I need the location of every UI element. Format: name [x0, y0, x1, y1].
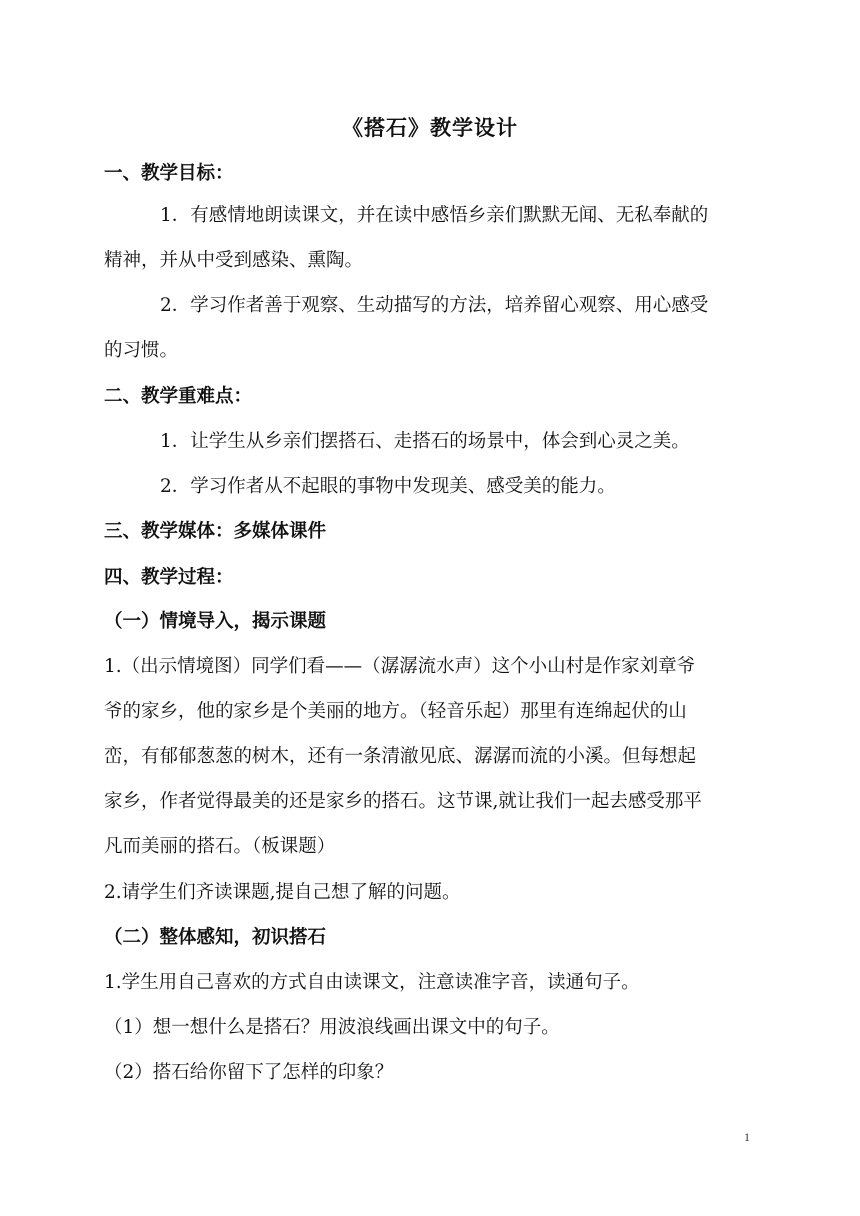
question-1: 1.学生用自己喜欢的方式自由读课文，注意读准字音，读通句子。 — [104, 972, 640, 993]
key-heading: 二、教学重难点： — [104, 386, 253, 407]
question-1a: （1）想一想什么是搭石？用波浪线画出课文中的句子。 — [104, 1017, 560, 1038]
media-heading: 三、教学媒体：多媒体课件 — [104, 521, 327, 542]
part1-heading: （一）情境导入，揭示课题 — [104, 611, 327, 632]
process-heading: 四、教学过程： — [104, 567, 234, 588]
paragraph-1-line2: 爷的家乡，他的家乡是个美丽的地方。（轻音乐起）那里有连绵起伏的山 — [104, 701, 687, 722]
key-point-1: 1．让学生从乡亲们摆搭石、走搭石的场景中，体会到心灵之美。 — [160, 431, 690, 452]
goal1-line1: 1．有感情地朗读课文，并在读中感悟乡亲们默默无闻、无私奉献的 — [160, 205, 709, 226]
goal2-line2: 的习惯。 — [104, 340, 179, 361]
paragraph-1-line4: 家乡，作者觉得最美的还是家乡的搭石。这节课,就让我们一起去感受那平 — [104, 791, 702, 812]
paragraph-2: 2.请学生们齐读课题,提自己想了解的问题。 — [104, 882, 461, 903]
document-title: 《搭石》教学设计 — [342, 115, 518, 140]
paragraph-1-line1: 1.（出示情境图）同学们看——（潺潺流水声）这个小山村是作家刘章爷 — [104, 656, 696, 677]
question-1b: （2）搭石给你留下了怎样的印象？ — [104, 1062, 394, 1083]
part2-heading: （二）整体感知，初识搭石 — [104, 927, 327, 948]
paragraph-1-line3: 峦，有郁郁葱葱的树木，还有一条清澈见底、潺潺而流的小溪。但每想起 — [104, 746, 697, 767]
goal2-line1: 2．学习作者善于观察、生动描写的方法，培养留心观察、用心感受 — [160, 295, 709, 316]
key-point-2: 2．学习作者从不起眼的事物中发现美、感受美的能力。 — [160, 476, 616, 497]
page-number: 1 — [744, 1130, 750, 1144]
goal1-line2: 精神，并从中受到感染、熏陶。 — [104, 250, 364, 271]
goals-heading: 一、教学目标： — [104, 163, 234, 184]
paragraph-1-line5: 凡而美丽的搭石。（板课题） — [104, 836, 336, 857]
